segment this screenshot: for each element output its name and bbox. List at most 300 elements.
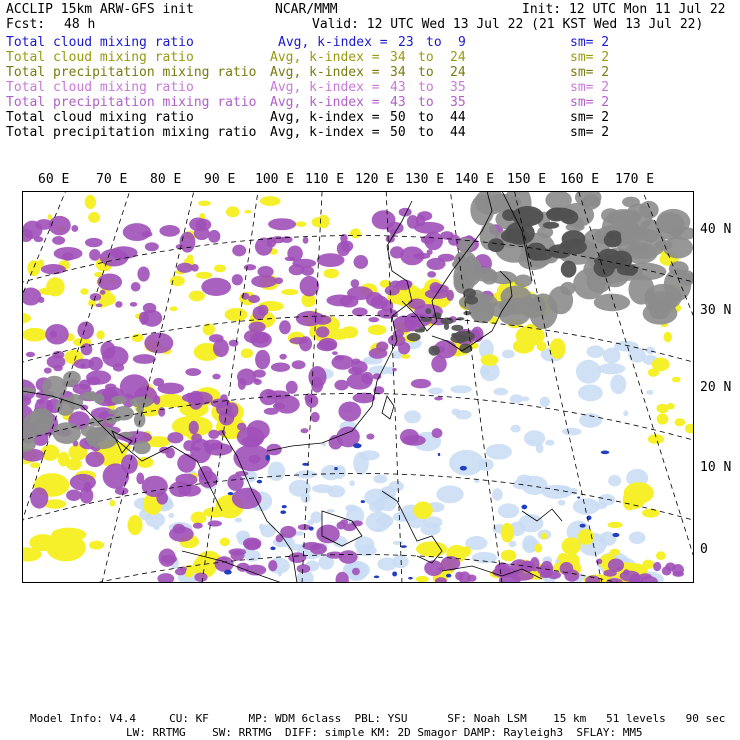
lon-label: 70 E <box>96 172 128 187</box>
legend-avg: Avg, k-index = <box>270 110 380 125</box>
cloud-high <box>617 567 623 571</box>
cloud-high <box>255 350 270 370</box>
legend-k-start: 50 <box>390 125 406 140</box>
cloud-mid <box>368 325 387 335</box>
cloud-high <box>159 225 180 237</box>
lat-label: 20 N <box>700 380 732 395</box>
cloud-high <box>120 374 149 399</box>
cloud-mid <box>196 272 212 279</box>
cloud-high <box>271 363 290 372</box>
cloud-mid <box>481 354 499 365</box>
cloud-high <box>427 271 436 278</box>
cloud-mid <box>156 394 185 408</box>
cloud-light <box>502 350 515 359</box>
cloud-light <box>598 363 626 374</box>
cloud-blue <box>460 466 467 471</box>
cloud-high <box>311 377 323 393</box>
cloud-high <box>372 210 396 229</box>
cloud-high <box>280 526 296 538</box>
cloud-light <box>436 485 463 503</box>
cloud-high <box>385 286 400 296</box>
cloud-mid <box>537 341 547 351</box>
cloud-high <box>85 238 103 247</box>
cloud-high <box>232 245 246 257</box>
cloud-gray <box>23 412 51 436</box>
cloud-mid <box>501 523 514 543</box>
cloud-light <box>366 512 391 532</box>
legend-smoothing: sm= 2 <box>570 35 610 50</box>
model-center: NCAR/MMM <box>275 2 338 17</box>
cloud-high <box>38 297 44 303</box>
cloud-light <box>451 409 460 416</box>
cloud-blue <box>408 577 413 580</box>
lon-label: 80 E <box>150 172 182 187</box>
cloud-dark <box>512 206 544 226</box>
cloud-high <box>70 474 96 491</box>
cloud-high <box>131 282 141 292</box>
cloud-light <box>628 348 646 363</box>
cloud-high <box>455 571 464 580</box>
cloud-high <box>30 487 48 508</box>
init-time: Init: 12 UTC Mon 11 Jul 22 <box>522 2 726 17</box>
cloud-high <box>154 395 161 404</box>
cloud-high <box>417 211 432 221</box>
cloud-high <box>339 550 358 564</box>
legend-to: to <box>418 80 434 95</box>
cloud-dark <box>564 239 587 254</box>
cloud-mid <box>203 507 228 518</box>
cloud-high <box>434 397 443 401</box>
cloud-high <box>303 237 309 244</box>
cloud-high <box>368 317 379 322</box>
legend-smoothing: sm= 2 <box>570 110 610 125</box>
cloud-blue <box>580 524 586 528</box>
cloud-high <box>189 217 206 231</box>
cloud-mid <box>80 288 88 295</box>
cloud-high <box>252 332 269 343</box>
cloud-high <box>193 523 203 529</box>
cloud-high <box>137 266 149 281</box>
cloud-light <box>610 374 626 394</box>
cloud-high <box>237 423 246 431</box>
legend-label: Total precipitation mixing ratio <box>6 125 257 140</box>
cloud-blue <box>228 492 234 495</box>
cloud-high <box>185 368 201 376</box>
cloud-high <box>53 365 63 372</box>
cloud-high <box>248 295 260 303</box>
cloud-dark <box>561 261 577 278</box>
cloud-mid <box>416 541 447 556</box>
legend-smoothing: sm= 2 <box>570 125 610 140</box>
cloud-blue <box>265 455 269 461</box>
cloud-mid <box>550 338 566 359</box>
cloud-mid <box>189 291 205 302</box>
cloud-gray <box>134 412 145 427</box>
cloud-dark <box>488 238 504 252</box>
cloud-high <box>340 519 348 524</box>
lon-label: 100 E <box>255 172 295 187</box>
valid-time: Valid: 12 UTC Wed 13 Jul 22 (21 KST Wed 13 Jul 22) <box>312 17 704 32</box>
cloud-light <box>562 428 582 436</box>
cloud-high <box>258 305 269 316</box>
cloud-light <box>393 541 404 545</box>
cloud-high <box>537 565 552 575</box>
cloud-blue <box>334 467 338 470</box>
cloud-dark <box>428 346 439 356</box>
cloud-mid <box>31 329 41 336</box>
legend-avg: Avg, k-index = <box>278 35 388 50</box>
cloud-gray <box>663 237 693 259</box>
cloud-blue <box>280 510 286 514</box>
cloud-high <box>438 254 455 262</box>
cloud-high <box>161 555 177 564</box>
cloud-high <box>229 340 239 347</box>
cloud-high <box>44 368 52 374</box>
cloud-light <box>449 450 484 476</box>
cloud-high <box>351 279 360 288</box>
cloud-mid <box>656 551 666 560</box>
cloud-high <box>208 430 219 439</box>
legend-avg: Avg, k-index = <box>270 95 380 110</box>
cloud-gray <box>499 298 532 314</box>
cloud-light <box>524 430 545 446</box>
cloud-high <box>403 435 426 446</box>
legend-k-end: 24 <box>450 50 466 65</box>
cloud-mid <box>562 537 581 555</box>
lon-label: 120 E <box>355 172 395 187</box>
cloud-gray <box>656 209 690 235</box>
cloud-high <box>411 379 431 388</box>
cloud-light <box>353 452 369 475</box>
legend-label: Total cloud mixing ratio <box>6 110 194 125</box>
cloud-mid <box>127 515 142 535</box>
cloud-high <box>52 236 65 245</box>
cloud-high <box>268 560 277 571</box>
cloud-light <box>576 360 601 384</box>
cloud-high <box>175 568 186 575</box>
lat-label: 40 N <box>700 222 732 237</box>
cloud-mid <box>323 269 338 279</box>
cloud-gray <box>471 304 493 323</box>
cloud-mid <box>541 532 547 539</box>
cloud-mid <box>401 354 410 359</box>
cloud-gray <box>136 406 144 413</box>
cloud-mid <box>30 462 40 468</box>
cloud-high <box>85 451 104 467</box>
cloud-high <box>142 476 168 497</box>
cloud-light <box>510 394 523 403</box>
cloud-mid <box>241 348 253 358</box>
cloud-high <box>194 572 207 582</box>
cloud-high <box>153 378 164 387</box>
cloud-high <box>292 360 306 369</box>
cloud-light <box>608 475 621 487</box>
cloud-high <box>301 266 314 276</box>
cloud-high <box>332 351 338 355</box>
cloud-mid <box>226 206 240 217</box>
cloud-mid <box>413 501 432 519</box>
cloud-high <box>80 364 85 369</box>
legend-k-start: 34 <box>390 50 406 65</box>
cloud-light <box>493 388 508 396</box>
cloud-mid <box>88 212 100 223</box>
fcst-label: Fcst: <box>6 17 46 32</box>
cloud-mid <box>66 458 82 470</box>
cloud-high <box>227 474 243 491</box>
cloud-mid <box>623 488 645 509</box>
cloud-high <box>390 246 404 258</box>
cloud-mid <box>656 404 668 413</box>
lon-label: 170 E <box>615 172 655 187</box>
cloud-light <box>595 502 607 509</box>
cloud-high <box>141 320 146 325</box>
cloud-high <box>89 249 100 261</box>
cloud-high <box>201 278 231 296</box>
cloud-high <box>299 336 312 351</box>
legend-to: to <box>418 125 434 140</box>
cloud-dark <box>425 308 431 314</box>
cloud-high <box>248 322 265 333</box>
cloud-high <box>79 380 91 390</box>
cloud-light <box>259 524 265 530</box>
cloud-high <box>413 253 430 259</box>
legend-avg: Avg, k-index = <box>270 50 380 65</box>
cloud-blue <box>601 451 609 455</box>
cloud-light <box>235 518 242 523</box>
cloud-light <box>307 519 314 525</box>
legend-label: Total cloud mixing ratio <box>6 80 194 95</box>
cloud-high <box>257 266 273 277</box>
cloud-high <box>352 307 368 316</box>
cloud-gray <box>53 422 81 444</box>
cloud-high <box>243 537 261 549</box>
cloud-mid <box>672 377 681 383</box>
cloud-high <box>300 276 320 296</box>
cloud-light <box>312 484 333 493</box>
cloud-high <box>173 524 186 534</box>
cloud-mid <box>244 210 251 214</box>
cloud-high <box>231 550 245 561</box>
cloud-mid <box>642 560 654 569</box>
legend-k-end: 35 <box>450 95 466 110</box>
cloud-high <box>49 216 71 236</box>
cloud-mid <box>170 306 178 311</box>
cloud-light <box>377 557 397 570</box>
cloud-blue <box>361 500 365 503</box>
cloud-light <box>480 368 490 375</box>
cloud-dark <box>407 333 421 342</box>
cloud-high <box>133 354 156 364</box>
cloud-light <box>498 503 519 518</box>
cloud-high <box>361 372 373 384</box>
cloud-gray <box>133 441 150 454</box>
cloud-high <box>248 455 260 464</box>
cloud-high <box>662 566 672 575</box>
cloud-high <box>177 263 193 273</box>
cloud-high <box>376 341 388 351</box>
cloud-high <box>316 326 330 337</box>
legend-avg: Avg, k-index = <box>270 65 380 80</box>
cloud-high <box>653 562 661 571</box>
cloud-high <box>232 488 262 509</box>
cloud-light <box>428 387 443 394</box>
cloud-high <box>254 378 260 382</box>
lat-label: 10 N <box>700 460 732 475</box>
cloud-high <box>167 432 183 443</box>
cloud-high <box>191 264 199 272</box>
cloud-mid <box>260 196 281 206</box>
cloud-light <box>587 345 605 358</box>
cloud-light <box>578 384 603 401</box>
cloud-high <box>66 489 81 500</box>
cloud-light <box>326 509 335 513</box>
cloud-light <box>364 359 369 363</box>
cloud-mid <box>642 509 659 518</box>
cloud-light <box>450 385 472 393</box>
cloud-high <box>52 351 64 359</box>
cloud-high <box>564 569 579 581</box>
cloud-high <box>337 241 350 256</box>
cloud-mid <box>187 255 193 261</box>
cloud-light <box>486 444 512 460</box>
cloud-high <box>123 223 151 241</box>
cloud-high <box>77 321 94 339</box>
model-info-line2: LW: RRTMG SW: RRTMG DIFF: simple KM: 2D Smagor DAMP: Rayleigh3 SFLAY: MM5 <box>126 726 643 739</box>
cloud-high <box>421 235 435 244</box>
cloud-high <box>145 242 159 251</box>
cloud-gray <box>111 396 126 405</box>
cloud-gray <box>514 274 532 286</box>
legend-smoothing: sm= 2 <box>570 80 610 95</box>
cloud-mid <box>132 334 144 342</box>
cloud-blue <box>353 443 361 448</box>
cloud-high <box>100 341 115 359</box>
cloud-high <box>264 408 279 415</box>
cloud-blue <box>374 575 380 578</box>
legend-to: to <box>418 65 434 80</box>
cloud-high <box>305 394 318 407</box>
lat-label: 0 <box>700 542 708 557</box>
legend-smoothing: sm= 2 <box>570 50 610 65</box>
lon-label: 150 E <box>507 172 547 187</box>
cloud-high <box>253 369 266 377</box>
cloud-high <box>71 225 78 232</box>
legend-to: to <box>418 50 434 65</box>
lon-label: 160 E <box>560 172 600 187</box>
cloud-high <box>366 433 374 439</box>
cloud-mid <box>269 301 280 308</box>
cloud-dark <box>450 335 467 344</box>
cloud-high <box>326 294 353 306</box>
title-left: ACCLIP 15km ARW-GFS init <box>6 2 194 17</box>
cloud-mid <box>220 538 230 547</box>
model-info-line1: Model Info: V4.4 CU: KF MP: WDM 6class PBL: YSU SF: Noah LSM 15 km 51 levels 90 sec <box>30 712 726 725</box>
cloud-mid <box>55 537 76 549</box>
cloud-light <box>168 513 174 518</box>
cloud-high <box>189 421 199 435</box>
cloud-high <box>467 574 476 581</box>
cloud-gray <box>645 291 677 313</box>
cloud-mid <box>109 500 115 506</box>
cloud-high <box>180 232 196 253</box>
cloud-light <box>364 489 388 506</box>
cloud-high <box>238 378 246 390</box>
cloud-mid <box>318 215 330 228</box>
map-panel <box>22 191 694 583</box>
cloud-high <box>366 292 383 307</box>
legend-smoothing: sm= 2 <box>570 95 610 110</box>
cloud-gray <box>113 415 122 421</box>
legend-k-start: 23 <box>398 35 414 50</box>
cloud-high <box>26 352 35 357</box>
cloud-high <box>115 301 122 308</box>
cloud-high <box>158 407 165 417</box>
cloud-blue <box>612 533 619 537</box>
cloud-light <box>244 550 261 562</box>
cloud-mid <box>85 195 96 209</box>
cloud-light <box>349 480 355 486</box>
cloud-high <box>208 520 222 526</box>
cloud-high <box>392 368 397 371</box>
cloud-light <box>511 425 521 433</box>
cloud-blue <box>224 570 232 575</box>
cloud-high <box>334 355 344 361</box>
cloud-high <box>213 339 229 357</box>
cloud-high <box>241 293 249 300</box>
cloud-high <box>300 428 308 433</box>
cloud-mid <box>198 201 211 207</box>
cloud-light <box>579 413 602 428</box>
cloud-high <box>398 342 410 354</box>
cloud-light <box>301 493 311 503</box>
cloud-gray <box>120 432 134 438</box>
cloud-high <box>89 357 103 371</box>
cloud-high <box>351 361 367 374</box>
cloud-mid <box>657 413 669 424</box>
cloud-gray <box>601 208 620 222</box>
cloud-high <box>100 290 106 295</box>
cloud-gray <box>453 261 476 293</box>
legend-k-end: 35 <box>450 80 466 95</box>
cloud-blue <box>577 497 580 499</box>
legend-k-start: 43 <box>390 80 406 95</box>
legend-label: Total cloud mixing ratio <box>6 35 194 50</box>
cloud-blue <box>446 574 451 578</box>
cloud-dark <box>543 222 559 229</box>
cloud-mid <box>225 308 248 321</box>
cloud-high <box>302 542 321 550</box>
cloud-mid <box>558 553 569 563</box>
cloud-mid <box>608 522 623 528</box>
cloud-light <box>268 462 285 481</box>
cloud-high <box>432 428 443 438</box>
cloud-light <box>492 488 503 501</box>
cloud-high <box>216 401 232 415</box>
legend-k-end: 24 <box>450 65 466 80</box>
cloud-dark <box>463 288 476 298</box>
cloud-light <box>404 410 421 423</box>
cloud-high <box>408 298 425 309</box>
legend-k-start: 34 <box>390 65 406 80</box>
cloud-dark <box>451 325 463 331</box>
cloud-high <box>212 374 220 380</box>
cloud-high <box>672 571 684 577</box>
cloud-gray <box>545 191 572 210</box>
lon-label: 140 E <box>455 172 495 187</box>
cloud-mid <box>416 576 429 583</box>
cloud-high <box>183 440 195 451</box>
cloud-high <box>310 412 319 422</box>
